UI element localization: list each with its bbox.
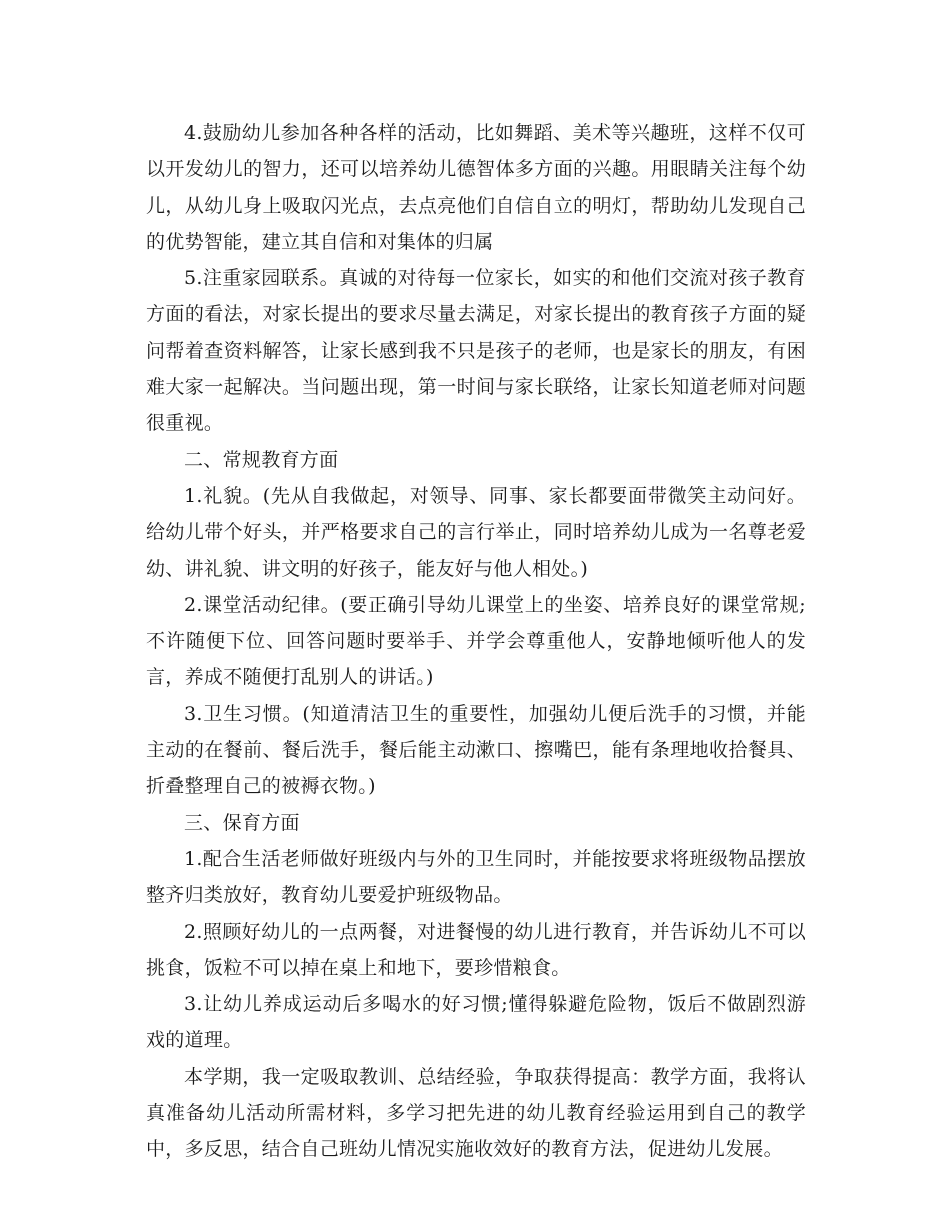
paragraph-class-cleaning: 1.配合生活老师做好班级内与外的卫生同时，并能按要求将班级物品摆放整齐归类放好，教育幼儿要爱护班级物品。 (146, 847, 806, 907)
document-body (146, 115, 806, 1168)
paragraph-hygiene-habits: 3.卫生习惯。(知道清洁卫生的重要性，加强幼儿便后洗手的习惯，并能主动的在餐前、餐后洗手，餐后能主动漱口、擦嘴巴，能有条理地收拾餐具、折叠整理自己的被褥衣物。) (146, 702, 806, 798)
paragraph-classroom-discipline: 2.课堂活动纪律。(要正确引导幼儿课堂上的坐姿、培养良好的课堂常规;不许随便下位、回答问题时要举手、并学会尊重他人，安静地倾听他人的发言，养成不随便打乱别人的讲话。) (146, 593, 806, 689)
paragraph-home-school-contact: 5.注重家园联系。真诚的对待每一位家长，如实的和他们交流对孩子教育方面的看法，对家长提出的要求尽量去满足，对家长提出的教育孩子方面的疑问帮着查资料解答，让家长感到我不只是孩子的老师，也是家长的朋友，有困难大家一起解决。当问题出现，第一时间与家长联络，让家长知道老师对问题很重视。 (146, 267, 806, 435)
paragraph-encourage-activities: 4.鼓励幼儿参加各种各样的活动，比如舞蹈、美术等兴趣班，这样不仅可以开发幼儿的智力，还可以培养幼儿德智体多方面的兴趣。用眼睛关注每个幼儿，从幼儿身上吸取闪光点，去点亮他们自信自立的明灯，帮助幼儿发现自己的优势智能，建立其自信和对集体的归属 (146, 122, 806, 253)
section-heading-childcare: 三、保育方面 (184, 811, 300, 834)
paragraph-semester-summary: 本学期，我一定吸取教训、总结经验，争取获得提高：教学方面，我将认真准备幼儿活动所需材料，多学习把先进的幼儿教育经验运用到自己的教学中，多反思，结合自己班幼儿情况实施收效好的教育方法，促进幼儿发展。 (146, 1065, 806, 1161)
section-heading-routine-education: 二、常规教育方面 (184, 448, 339, 471)
paragraph-politeness: 1.礼貌。(先从自我做起，对领导、同事、家长都要面带微笑主动问好。给幼儿带个好头，并严格要求自己的言行举止，同时培养幼儿成为一名尊老爱幼、讲礼貌、讲文明的好孩子，能友好与他人相处。) (146, 484, 806, 580)
paragraph-drinking-water: 3.让幼儿养成运动后多喝水的好习惯;懂得躲避危险物，饭后不做剧烈游戏的道理。 (146, 993, 806, 1052)
paragraph-meals: 2.照顾好幼儿的一点两餐，对进餐慢的幼儿进行教育，并告诉幼儿不可以挑食，饭粒不可以掉在桌上和地下，要珍惜粮食。 (146, 920, 806, 979)
